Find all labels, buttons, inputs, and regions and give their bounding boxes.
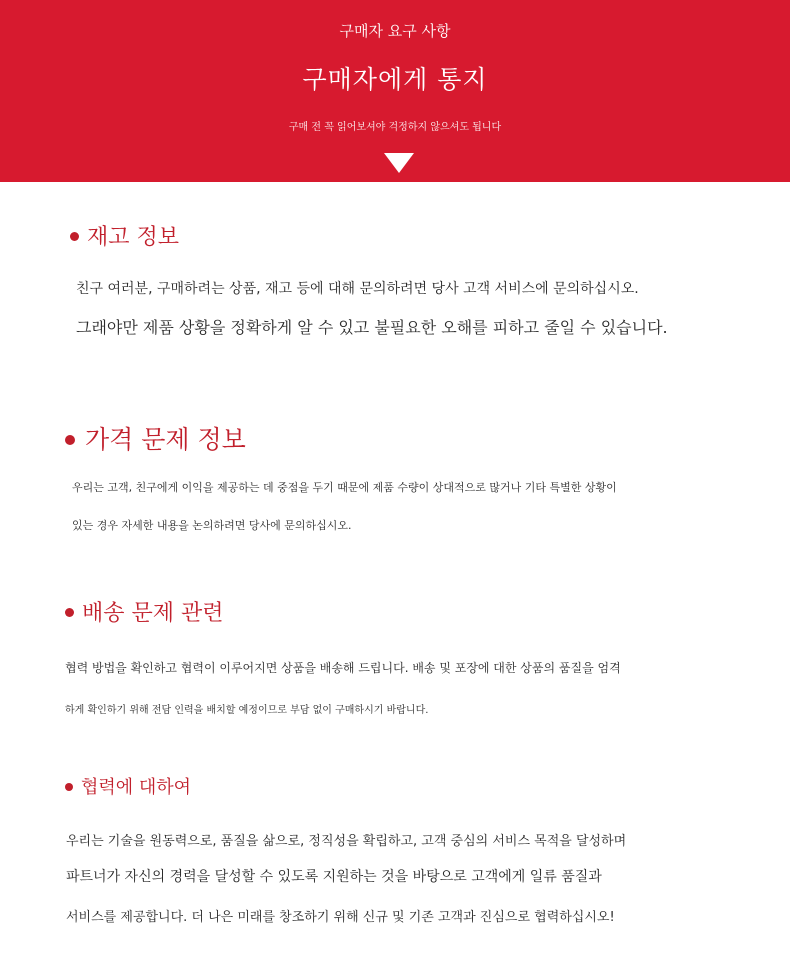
arrow-down-icon bbox=[384, 153, 414, 173]
section-text-line: 협력 방법을 확인하고 협력이 이루어지면 상품을 배송해 드립니다. 배송 및 포장에 대한 상품의 품질을 엄격 bbox=[65, 661, 621, 675]
section-heading-price bbox=[65, 420, 246, 456]
banner-top-label: 구매자 요구 사항 bbox=[339, 22, 451, 40]
section-text-line: 파트너가 자신의 경력을 달성할 수 있도록 지원하는 것을 바탕으로 고객에게 일류 품질과 bbox=[66, 869, 602, 885]
section-heading-text: 가격 문제 정보 bbox=[85, 425, 246, 454]
section-heading-cooperation bbox=[65, 773, 191, 799]
section-text-line: 서비스를 제공합니다. 더 나은 미래를 창조하기 위해 신규 및 기존 고객과 진심으로 협력하십시오! bbox=[66, 910, 615, 925]
section-heading-text: 배송 문제 관련 bbox=[82, 601, 224, 626]
section-text-line: 우리는 기술을 원동력으로, 품질을 삶으로, 정직성을 확립하고, 고객 중심의 서비스 목적을 달성하며 bbox=[66, 834, 627, 849]
section-text-line: 하게 확인하기 위해 전담 인력을 배치할 예정이므로 부담 없이 구매하시기 바랍니다. bbox=[65, 705, 429, 716]
section-text-line: 그래야만 제품 상황을 정확하게 알 수 있고 불필요한 오해를 피하고 줄일 수 있습니다. bbox=[76, 318, 668, 337]
section-heading-text: 협력에 대하여 bbox=[81, 777, 192, 798]
bullet-dot-icon bbox=[65, 435, 75, 445]
header-banner bbox=[0, 0, 790, 182]
bullet-dot-icon bbox=[65, 783, 73, 791]
section-heading-stock bbox=[70, 220, 179, 251]
section-heading-text: 재고 정보 bbox=[87, 225, 180, 250]
banner-title: 구매자에게 통지 bbox=[302, 65, 488, 94]
section-text-line: 우리는 고객, 친구에게 이익을 제공하는 데 중점을 두기 때문에 제품 수량이 상대적으로 많거나 기타 특별한 상황이 bbox=[72, 481, 617, 494]
banner-subtitle: 구매 전 꼭 읽어보셔야 걱정하지 않으셔도 됩니다 bbox=[288, 122, 502, 133]
section-heading-shipping bbox=[65, 596, 224, 627]
section-text-line: 있는 경우 자세한 내용을 논의하려면 당사에 문의하십시오. bbox=[72, 519, 352, 532]
section-text-line: 친구 여러분, 구매하려는 상품, 재고 등에 대해 문의하려면 당사 고객 서비스에 문의하십시오. bbox=[76, 281, 639, 297]
bullet-dot-icon bbox=[65, 608, 74, 617]
bullet-dot-icon bbox=[70, 232, 79, 241]
